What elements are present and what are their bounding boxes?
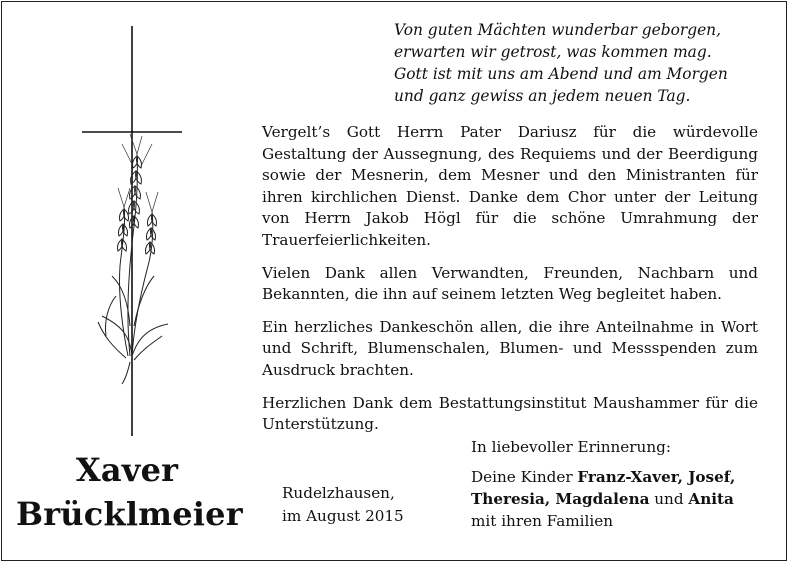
thanks-paragraph: Herzlichen Dank dem Bestattungsinstitut Maushammer für die Unterstützung. [262,393,758,434]
deceased-last-name: Brücklmeier [16,495,243,533]
memory-intro: In liebevoller Erinnerung: [471,438,671,456]
memory-line-3: mit ihren Familien [471,512,613,530]
poem-line: Gott ist mit uns am Abend und am Morgen [394,65,728,83]
deceased-name [16,448,243,536]
memory-names-1: Franz-Xaver, Josef, [577,468,736,486]
date: im August 2015 [282,507,404,525]
memory-line-1 [471,466,735,488]
deceased-first-name: Xaver [75,451,179,489]
memory-block [471,436,735,532]
thanks-paragraph: Ein herzliches Dankeschön allen, die ihre Anteilnahme in Wort und Schrift, Blumenschalen, Blumen- und Messspenden zum Ausdruck brachten. [262,317,758,379]
cross-with-wheat-icon [82,26,182,436]
memory-prefix: Deine Kinder [471,468,578,486]
poem-line: und ganz gewiss an jedem neuen Tag. [394,87,691,105]
memory-names-2: Theresia, Magdalena [471,490,650,508]
memory-names-3: Anita [688,490,734,508]
thanks-paragraph: Vergelt’s Gott Herrn Pater Dariusz für die würdevolle Gestaltung der Aussegnung, des Requiems und der Beerdigung sowie der Mesnerin, dem Mesner und den Ministranten für ihren kirchlichen Dienst. Danke dem Chor unter der Leitung von Herrn Jakob Högl für die schöne Umrahmung der Trauerfeierlichkeiten. [262,123,758,249]
memory-line-2 [471,488,735,510]
thanks-text [262,122,758,447]
poem-line: erwarten wir getrost, was kommen mag. [394,43,712,61]
thanks-paragraph: Vielen Dank allen Verwandten, Freunden, Nachbarn und Bekannten, die ihn auf seinem letzten Weg begleitet haben. [262,263,758,304]
memory-and: und [649,490,689,508]
poem-line: Von guten Mächten wunderbar geborgen, [394,21,721,39]
place-date [282,482,404,528]
place: Rudelzhausen, [282,484,395,502]
poem [394,19,764,107]
